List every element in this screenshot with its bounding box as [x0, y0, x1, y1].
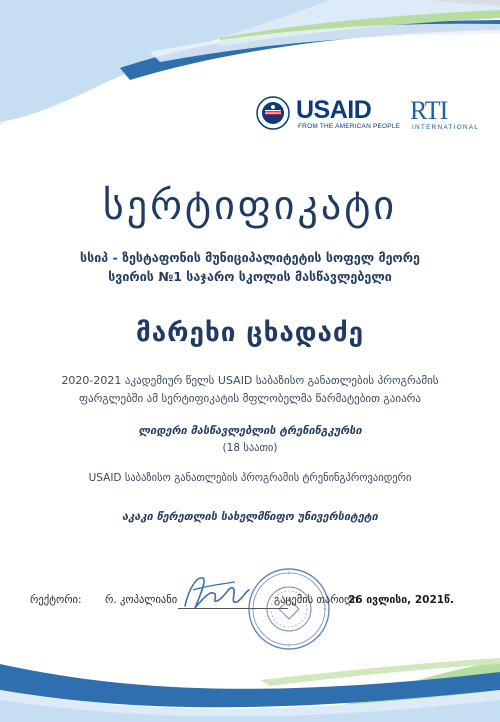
rti-tagline: INTERNATIONAL — [412, 124, 480, 131]
usaid-logo: USAID — [296, 96, 372, 124]
school-line-2: სვირის №1 საჯარო სკოლის მასწავლებელი — [108, 269, 392, 284]
body-text-line-1: 2020-2021 აკადემიურ წელს USAID საბაზისო განათლების პროგრამის — [61, 374, 439, 387]
body-text-line-2: ფარგლებში ამ სერტიფიკატის მფლობელმა წარმატებით გაიარა — [78, 392, 422, 405]
issue-date-label: გაცემის თარიღი: — [274, 594, 362, 606]
rti-logo: RTI — [410, 96, 448, 125]
school-description — [40, 248, 460, 286]
school-line-1: სსიპ - ზესტაფონის მუნიციპალიტეტის სოფელ მეორე — [80, 250, 420, 265]
course-name: ლიდერი მასწავლებლის ტრენინგკურსი — [138, 424, 362, 437]
provider-name: აკაკი წერეთლის სახელმწიფო უნივერსიტეტი — [122, 510, 378, 523]
certificate-title: სერტიფიკატი — [102, 183, 398, 229]
course-hours: (18 საათი) — [222, 442, 278, 454]
rector-name: რ. კოპალიანი — [105, 594, 178, 606]
certificate-body-text — [40, 372, 460, 408]
rector-label: რექტორი: — [30, 594, 82, 606]
logo-bar — [0, 96, 500, 140]
recipient-name: მარეხი ცხადაძე — [135, 318, 365, 348]
provider-label: USAID საბაზისო განათლების პროგრამის ტრენინგპროვაიდერი — [88, 472, 412, 484]
certificate-footer — [18, 594, 488, 616]
usaid-seal-logo — [256, 96, 290, 130]
usaid-tagline: FROM THE AMERICAN PEOPLE — [298, 123, 401, 130]
issue-date-value: 26 ივლისი, 2021წ. — [348, 594, 454, 606]
signature-line — [178, 608, 288, 609]
